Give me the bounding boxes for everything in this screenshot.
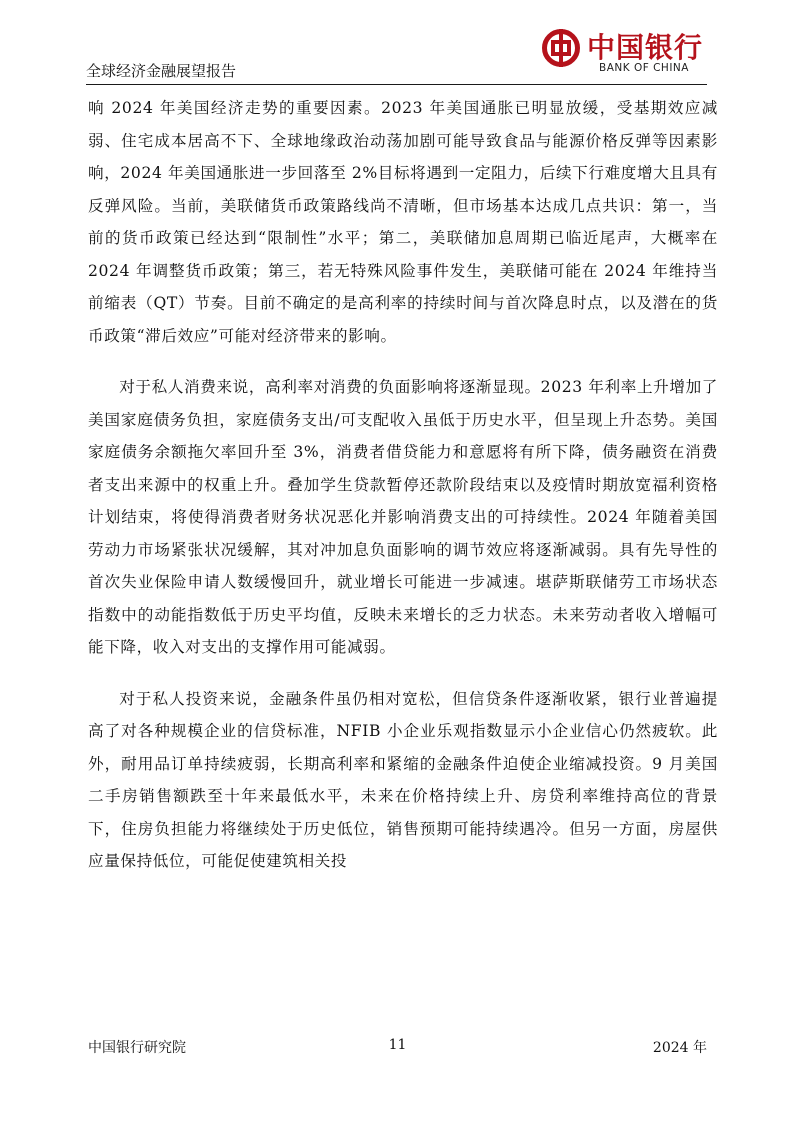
bank-of-china-logo	[541, 22, 711, 80]
paragraph-continued: 响 2024 年美国经济走势的重要因素。2023 年美国通胀已明显放缓，受基期效应减弱、住宅成本居高不下、全球地缘政治动荡加剧可能导致食品与能源价格反弹等因素影响，2024 年美国通胀进一步回落至 2%目标将遇到一定阻力，后续下行难度增大且具有反弹风险。当前，美联储货币政策路线尚不清晰，但市场基本达成几点共识：第一，当前的货币政策已经达到“限制性”水平；第二，美联储加息周期已临近尾声，大概率在 2024 年调整货币政策；第三，若无特殊风险事件发生，美联储可能在 2024 年维持当前缩表（QT）节奏。目前不确定的是高利率的持续时间与首次降息时点，以及潜在的货币政策“滞后效应”可能对经济带来的影响。	[88, 99, 718, 345]
page-number: 11	[388, 1037, 407, 1053]
body-text	[88, 92, 718, 878]
footer-year: 2024 年	[652, 1040, 707, 1056]
report-title: 全球经济金融展望报告	[86, 62, 237, 80]
paragraph-private-consumption: 对于私人消费来说，高利率对消费的负面影响将逐渐显现。2023 年利率上升增加了美国家庭债务负担，家庭债务支出/可支配收入虽低于历史水平，但呈现上升态势。美国家庭债务余额拖欠率回升至 3%，消费者借贷能力和意愿将有所下降，债务融资在消费者支出来源中的权重上升。叠加学生贷款暂停还款阶段结束以及疫情时期放宽福利资格计划结束，将使得消费者财务状况恶化并影响消费支出的可持续性。2024 年随着美国劳动力市场紧张状况缓解，其对冲加息负面影响的调节效应将逐渐减弱。具有先导性的首次失业保险申请人数缓慢回升，就业增长可能进一步减速。堪萨斯联储劳工市场状态指数中的动能指数低于历史平均值，反映未来增长的乏力状态。未来劳动者收入增幅可能下降，收入对支出的支撑作用可能减弱。	[88, 378, 718, 656]
footer-institute: 中国银行研究院	[88, 1040, 186, 1056]
logo-chinese-name: 中国银行	[587, 31, 704, 64]
paragraph-private-investment: 对于私人投资来说，金融条件虽仍相对宽松，但信贷条件逐渐收紧，银行业普遍提高了对各种规模企业的信贷标准，NFIB 小企业乐观指数显示小企业信心仍然疲软。此外，耐用品订单持续疲弱，长期高利率和紧缩的金融条件迫使企业缩减投资。9 月美国二手房销售额跌至十年来最低水平，未来在价格持续上升、房贷利率维持高位的背景下，住房负担能力将继续处于历史低位，销售预期可能持续遇冷。但另一方面，房屋供应量保持低位，可能促使建筑相关投	[88, 689, 718, 870]
page-header	[86, 22, 707, 85]
bank-of-china-emblem-icon	[541, 28, 581, 68]
logo-english-name: BANK OF CHINA	[599, 62, 689, 74]
